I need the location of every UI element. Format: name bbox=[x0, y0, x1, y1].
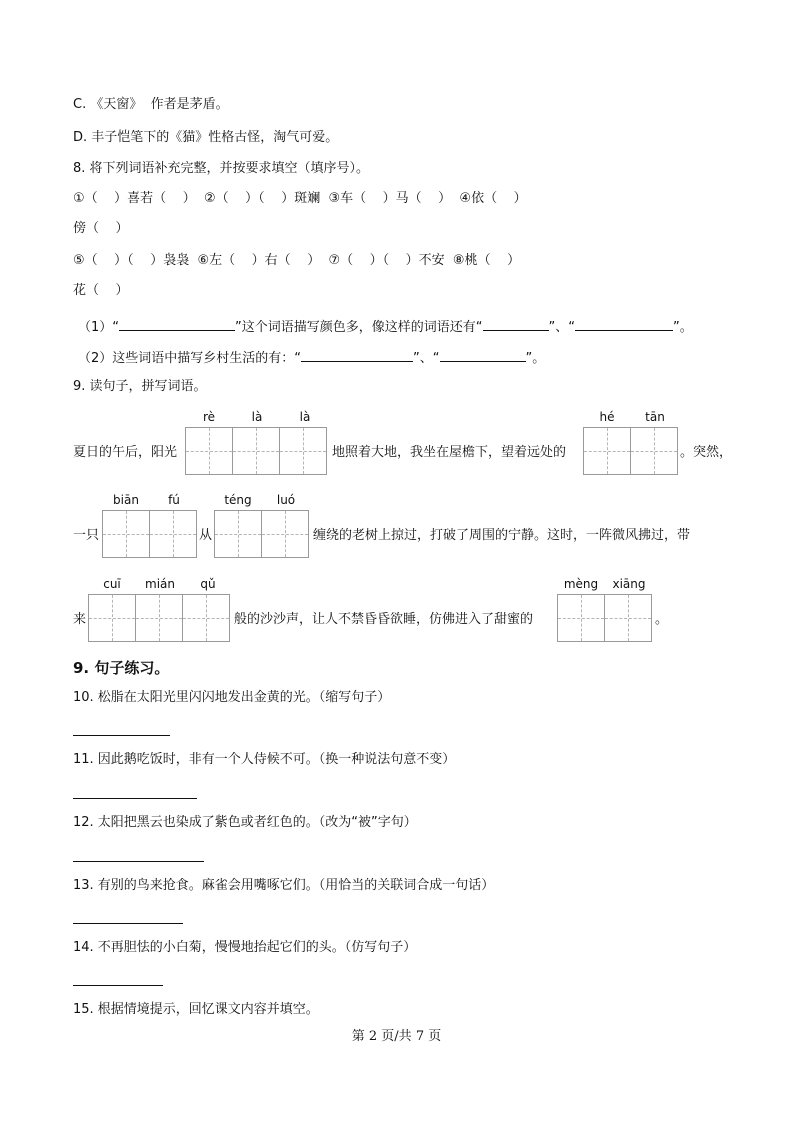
pinyin: mèng bbox=[563, 577, 599, 591]
question-13: 13. 有别的鸟来抢食。麻雀会用嘴啄它们。（用恰当的关联词合成一句话） bbox=[73, 878, 495, 893]
pinyin: qǔ bbox=[200, 577, 216, 591]
pinyin: là bbox=[299, 410, 311, 424]
q8-row1: ①（ ）喜若（ ） ②（ ）（ ）斑斓 ③车（ ）马（ ） ④依（ ） bbox=[73, 191, 527, 206]
pinyin: fú bbox=[168, 493, 180, 507]
tianzige-box[interactable] bbox=[102, 510, 197, 558]
q8-sub2: （2）这些词语中描写乡村生活的有：“ ”、“ ”。 bbox=[78, 347, 545, 368]
answer-blank[interactable] bbox=[440, 347, 526, 362]
sentence-text: 夏日的午后，阳光 bbox=[73, 445, 178, 460]
option-d: D. 丰子恺笔下的《猫》性格古怪，淘气可爱。 bbox=[73, 130, 339, 145]
answer-blank[interactable] bbox=[483, 316, 549, 331]
pinyin-line-1 bbox=[0, 410, 793, 480]
answer-line[interactable] bbox=[73, 861, 204, 862]
pinyin: rè bbox=[202, 410, 216, 424]
sentence-text: 。突然， bbox=[680, 445, 733, 460]
answer-line[interactable] bbox=[73, 798, 197, 799]
answer-blank[interactable] bbox=[119, 316, 235, 331]
pinyin: mián bbox=[145, 577, 175, 591]
sentence-text: 缠绕的老树上掠过，打破了周围的宁静。这时，一阵微风拂过，带 bbox=[313, 528, 691, 543]
section-heading: 9. 句子练习。 bbox=[73, 659, 170, 677]
answer-blank[interactable] bbox=[575, 316, 673, 331]
tianzige-box[interactable] bbox=[185, 427, 327, 475]
question-14: 14. 不再胆怯的小白菊，慢慢地抬起它们的头。（仿写句子） bbox=[73, 940, 417, 955]
pinyin-line-2 bbox=[0, 493, 793, 563]
sentence-text: 来 bbox=[73, 612, 87, 627]
q8-row2: ⑤（ ）（ ）袅袅 ⑥左（ ）右（ ） ⑦（ ）（ ）不安 ⑧桃（ ） bbox=[73, 253, 521, 268]
pinyin: xiāng bbox=[612, 577, 646, 591]
q9-title: 9. 读句子，拼写词语。 bbox=[73, 379, 207, 394]
tianzige-box[interactable] bbox=[583, 427, 678, 475]
pinyin: tān bbox=[645, 410, 665, 424]
tianzige-box[interactable] bbox=[214, 510, 309, 558]
pinyin: biān bbox=[113, 493, 139, 507]
pinyin-line-3 bbox=[0, 577, 793, 647]
q8-row1-cont: 傍（ ） bbox=[73, 221, 129, 236]
answer-line[interactable] bbox=[73, 985, 163, 986]
tianzige-box[interactable] bbox=[557, 594, 652, 642]
answer-line[interactable] bbox=[73, 735, 170, 736]
q8-title: 8. 将下列词语补充完整，并按要求填空（填序号）。 bbox=[73, 161, 370, 176]
q8-row2-cont: 花（ ） bbox=[73, 283, 129, 298]
pinyin: cuī bbox=[103, 577, 121, 591]
question-15: 15. 根据情境提示，回忆课文内容并填空。 bbox=[73, 1002, 319, 1017]
pinyin: hé bbox=[599, 410, 615, 424]
page-footer: 第 2 页/共 7 页 bbox=[351, 1029, 442, 1044]
pinyin: téng bbox=[224, 493, 252, 507]
question-11: 11. 因此鹅吃饭时，非有一个人侍候不可。（换一种说法句意不变） bbox=[73, 752, 456, 767]
sentence-text: 。 bbox=[655, 612, 669, 627]
pinyin: là bbox=[251, 410, 263, 424]
sentence-text: 从 bbox=[199, 528, 213, 543]
answer-blank[interactable] bbox=[301, 347, 413, 362]
tianzige-box[interactable] bbox=[88, 594, 230, 642]
q8-sub1: （1）“ ”这个词语描写颜色多，像这样的词语还有“ ”、“ ”。 bbox=[78, 316, 693, 337]
question-10: 10. 松脂在太阳光里闪闪地发出金黄的光。（缩写句子） bbox=[73, 690, 391, 705]
pinyin: luó bbox=[276, 493, 296, 507]
question-12: 12. 太阳把黑云也染成了紫色或者红色的。（改为“被”字句） bbox=[73, 815, 417, 830]
sentence-text: 般的沙沙声，让人不禁昏昏欲睡，仿佛进入了甜蜜的 bbox=[234, 612, 534, 627]
sentence-text: 地照着大地，我坐在屋檐下，望着远处的 bbox=[332, 445, 567, 460]
option-c: C. 《天窗》 作者是茅盾。 bbox=[73, 97, 229, 112]
sentence-text: 一只 bbox=[73, 528, 100, 543]
answer-line[interactable] bbox=[73, 923, 183, 924]
